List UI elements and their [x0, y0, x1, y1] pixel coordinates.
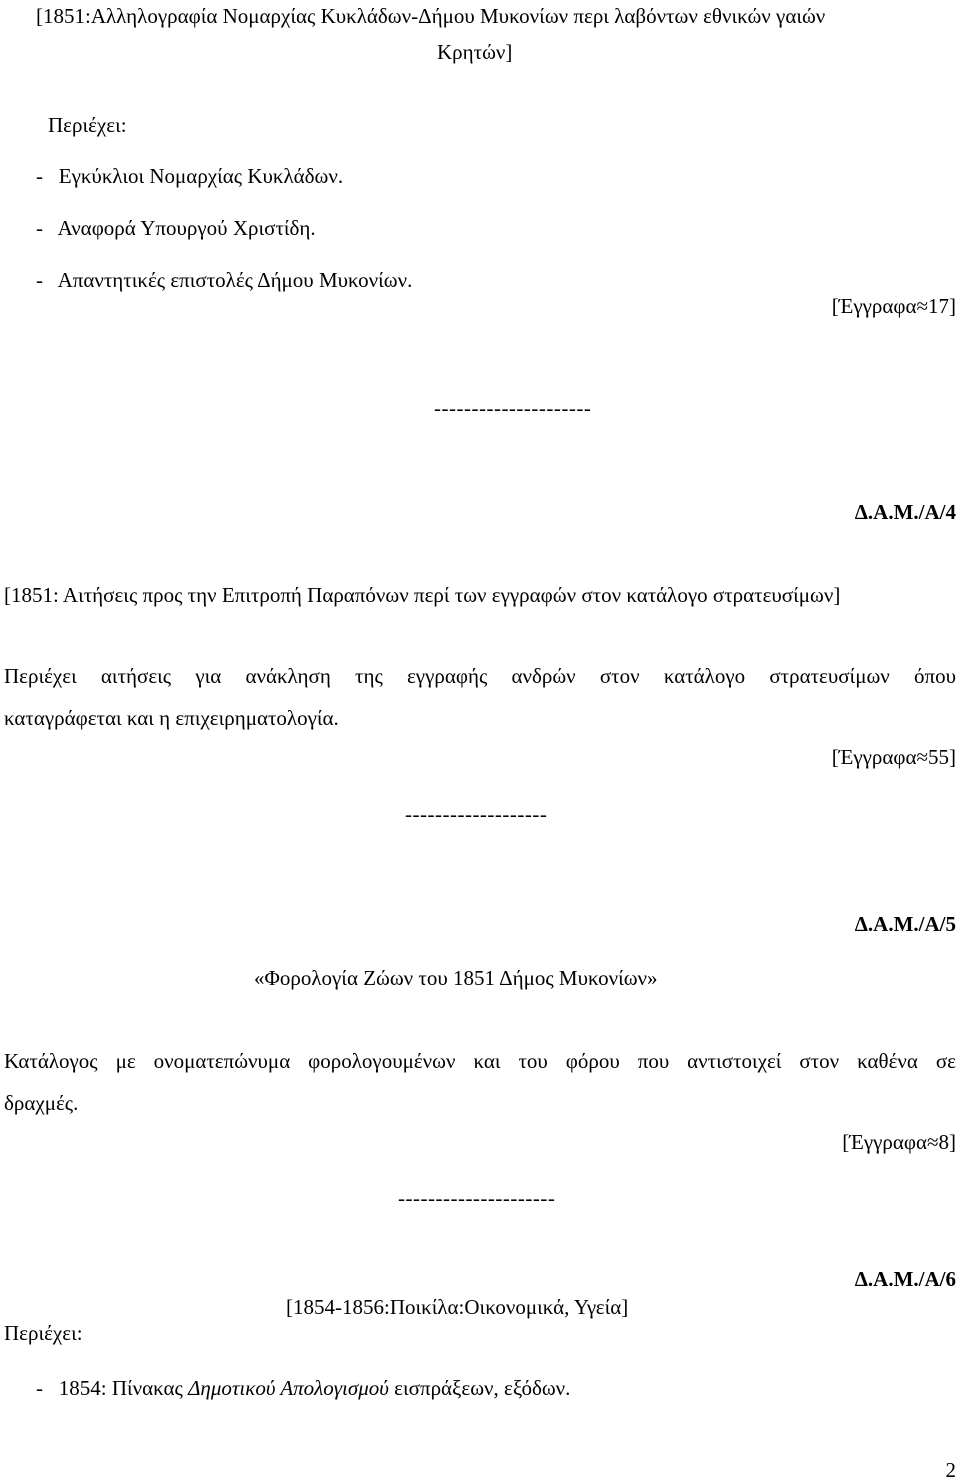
section2-separator: -------------------: [405, 802, 548, 826]
section3-doc-count: [Έγγραφα≈8]: [842, 1130, 956, 1154]
section3-description-line1: Κατάλογος με ονοματεπώνυμα φορολογουμένων και του φόρου που αντιστοιχεί στον καθένα σε: [4, 1049, 956, 1073]
section2-heading: [1851: Αιτήσεις προς την Επιτροπή Παραπόνων περί των εγγραφών στον κατάλογο στρατευσίμων]: [4, 583, 841, 607]
section4-heading: [1854-1856:Ποικίλα:Οικονομικά, Υγεία]: [286, 1295, 629, 1319]
section2-description-line1: Περιέχει αιτήσεις για ανάκληση της εγγραφής ανδρών στον κατάλογο στρατευσίμων όπου: [4, 664, 956, 688]
section1-heading-line1: [1851:Αλληλογραφία Νομαρχίας Κυκλάδων-Δήμου Μυκονίων περι λαβόντων εθνικών γαιών: [36, 4, 826, 28]
section4-code: Δ.Α.Μ./Α/6: [854, 1267, 956, 1291]
section1-heading-line2: Κρητών]: [437, 40, 513, 64]
section4-item-prefix: - 1854: Πίνακας: [36, 1376, 189, 1400]
section4-item-suffix: εισπράξεων, εξόδων.: [388, 1376, 571, 1400]
section2-code: Δ.Α.Μ./Α/4: [854, 500, 956, 524]
section1-item-3: - Απαντητικές επιστολές Δήμου Μυκονίων.: [36, 268, 413, 292]
section1-doc-count: [Έγγραφα≈17]: [831, 294, 956, 318]
section3-heading: «Φορολογία Ζώων του 1851 Δήμος Μυκονίων»: [254, 966, 658, 990]
section3-code: Δ.Α.Μ./Α/5: [854, 912, 956, 936]
section2-doc-count: [Έγγραφα≈55]: [831, 745, 956, 769]
section2-description-line2: καταγράφεται και η επιχειρηματολογία.: [4, 706, 339, 730]
section3-separator: ---------------------: [398, 1186, 556, 1210]
section1-item-1: - Εγκύκλιοι Νομαρχίας Κυκλάδων.: [36, 164, 344, 188]
section1-item-2: - Αναφορά Υπουργού Χριστίδη.: [36, 216, 316, 240]
section1-separator: ---------------------: [434, 396, 592, 420]
section4-item-1: [36, 1376, 570, 1401]
page-number: 2: [945, 1458, 956, 1482]
section4-item-italic: Δημοτικού Απολογισμού: [188, 1376, 389, 1400]
section1-contains-label: Περιέχει:: [48, 113, 127, 137]
section3-description-line2: δραχμές.: [4, 1091, 79, 1115]
section4-contains-label: Περιέχει:: [4, 1321, 83, 1345]
